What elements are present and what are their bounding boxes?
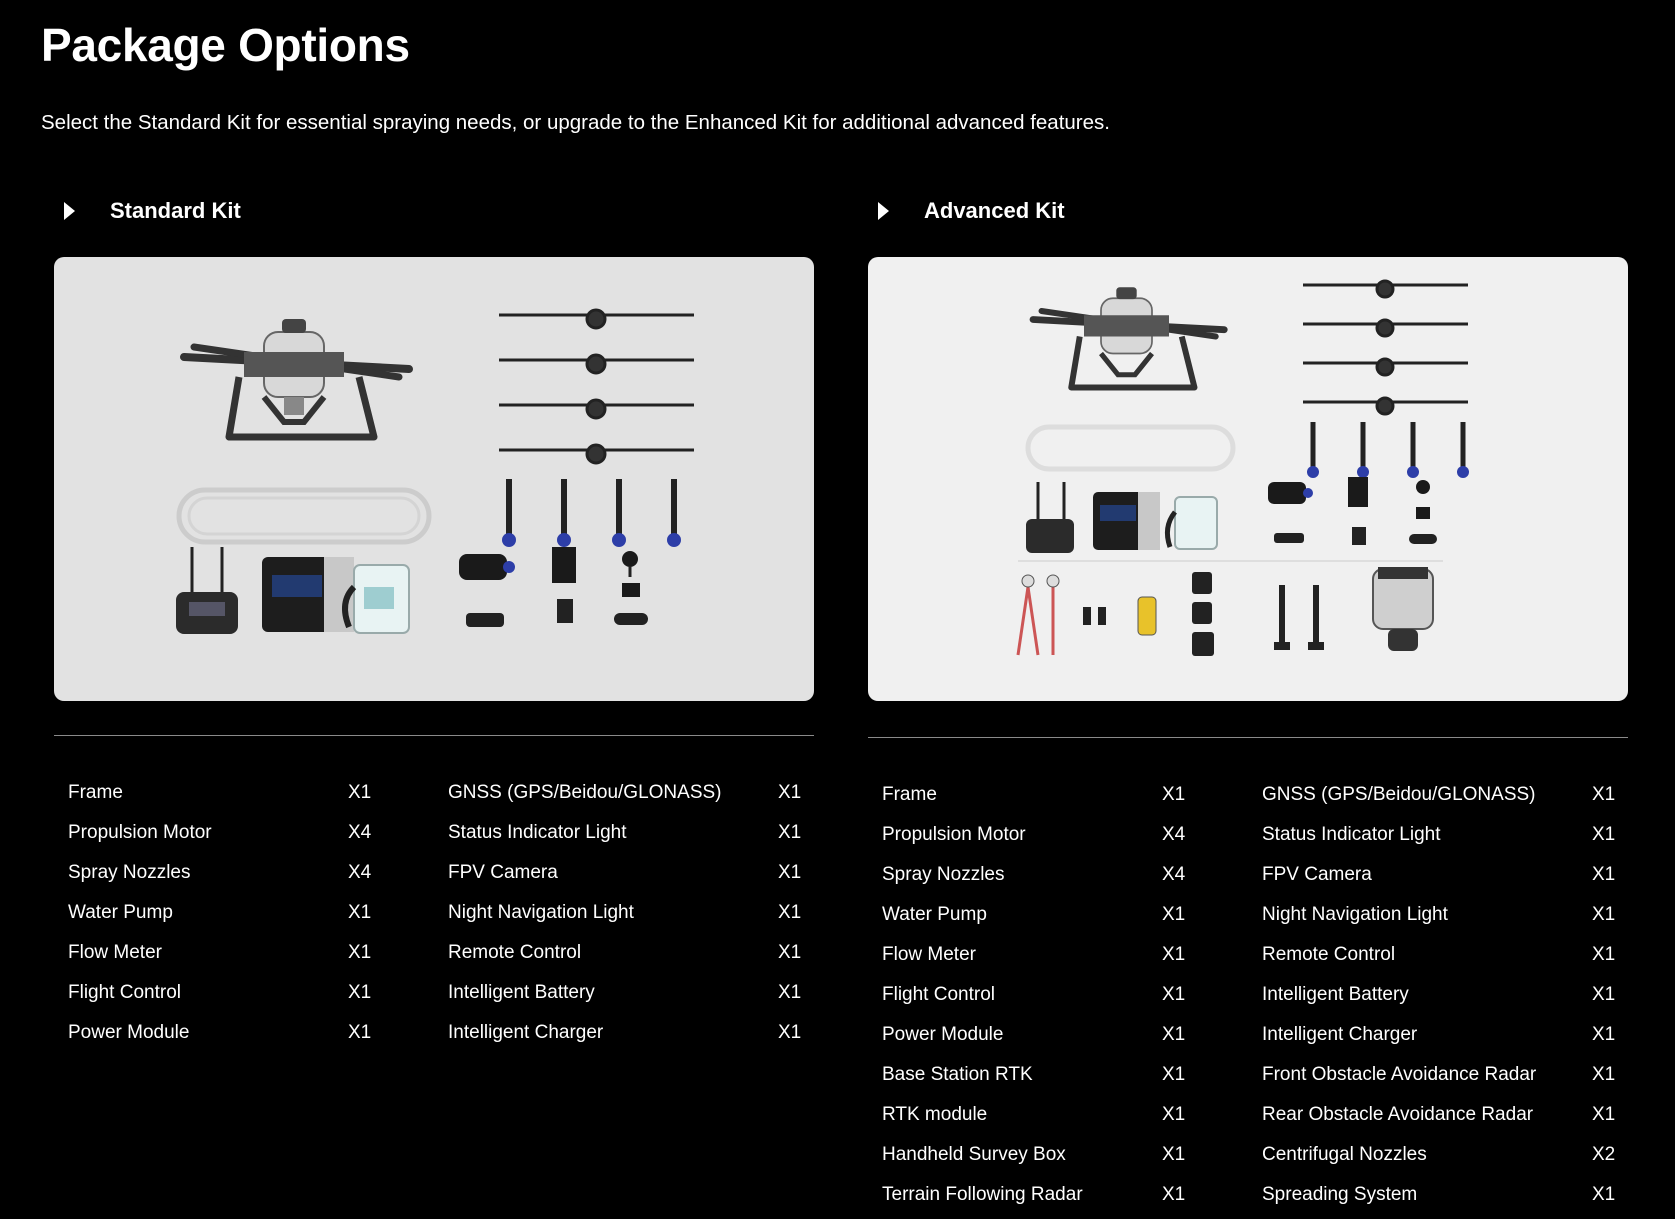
remote-control-illustration [176, 547, 238, 634]
component-name: Frame [68, 782, 123, 803]
caret-right-icon [64, 202, 75, 220]
component-qty: X1 [1162, 984, 1186, 1005]
component-qty: X1 [348, 942, 372, 963]
table-row [882, 1175, 1622, 1215]
component-qty: X1 [1162, 784, 1186, 805]
spreading-system-illustration [1373, 567, 1433, 651]
table-row [882, 855, 1622, 895]
component-qty: X2 [1592, 1144, 1616, 1165]
table-row [882, 935, 1622, 975]
component-name: Flow Meter [882, 944, 976, 965]
page-subtitle: Select the Standard Kit for essential spraying needs, or upgrade to the Enhanced Kit for additional advanced features. [41, 111, 1110, 134]
component-qty: X1 [778, 822, 802, 843]
component-qty: X1 [1592, 1104, 1616, 1125]
page-title: Package Options [41, 19, 410, 71]
survey-box-illustration [1138, 597, 1156, 635]
standard-kit-section [54, 195, 814, 1043]
component-name: Flow Meter [68, 942, 162, 963]
table-row [68, 933, 808, 973]
component-qty: X1 [1592, 1184, 1616, 1205]
rtk-module-illustration [1083, 607, 1106, 625]
flight-control-illustration [1348, 477, 1368, 545]
component-qty: X1 [1162, 1184, 1186, 1205]
component-name: Status Indicator Light [1262, 824, 1441, 845]
component-name: Intelligent Battery [448, 982, 595, 1003]
component-qty: X1 [778, 862, 802, 883]
component-qty: X1 [348, 782, 372, 803]
component-qty: X4 [1162, 864, 1186, 885]
component-qty: X1 [1592, 944, 1616, 965]
flight-control-illustration [552, 547, 576, 623]
component-name: Intelligent Battery [1262, 984, 1409, 1005]
component-name: Intelligent Charger [448, 1022, 604, 1043]
table-row [882, 1015, 1622, 1055]
component-qty: X4 [1162, 824, 1186, 845]
table-row [68, 853, 808, 893]
component-name: FPV Camera [1262, 864, 1372, 885]
component-name: Night Navigation Light [448, 902, 634, 923]
table-row [882, 775, 1622, 815]
charger-illustration [262, 557, 354, 632]
table-row [68, 893, 808, 933]
component-name: Remote Control [448, 942, 582, 963]
component-name: Water Pump [68, 902, 173, 923]
pump-illustration [459, 554, 515, 627]
charger-illustration [1093, 492, 1160, 550]
component-qty: X1 [778, 782, 802, 803]
table-row [882, 895, 1622, 935]
component-name: Propulsion Motor [68, 822, 212, 843]
component-qty: X1 [1592, 824, 1616, 845]
nozzles-illustration [502, 479, 681, 547]
component-qty: X1 [1592, 984, 1616, 1005]
table-row [68, 813, 808, 853]
standard-kit-image [54, 257, 814, 701]
component-qty: X1 [1592, 784, 1616, 805]
component-qty: X1 [1162, 904, 1186, 925]
pump-illustration [1268, 482, 1313, 543]
table-row [882, 815, 1622, 855]
component-name: Spray Nozzles [68, 862, 191, 883]
table-row [882, 1135, 1622, 1175]
component-name: Intelligent Charger [1262, 1024, 1418, 1045]
component-name: Flight Control [68, 982, 181, 1003]
component-name: GNSS (GPS/Beidou/GLONASS) [448, 782, 722, 803]
component-name: Flight Control [882, 984, 995, 1005]
component-qty: X1 [348, 982, 372, 1003]
standard-kit-header[interactable] [54, 195, 814, 227]
table-row [882, 1055, 1622, 1095]
component-qty: X1 [778, 902, 802, 923]
nozzles-illustration [1307, 422, 1469, 478]
component-name: Handheld Survey Box [882, 1144, 1066, 1165]
centrifugal-nozzles-illustration [1274, 585, 1324, 650]
advanced-kit-image [868, 257, 1628, 701]
component-name: Base Station RTK [882, 1064, 1033, 1085]
cable-illustration [179, 490, 429, 542]
component-name: Remote Control [1262, 944, 1396, 965]
component-name: Frame [882, 784, 937, 805]
component-name: Centrifugal Nozzles [1262, 1144, 1427, 1165]
component-name: Night Navigation Light [1262, 904, 1448, 925]
component-qty: X1 [348, 1022, 372, 1043]
component-name: Status Indicator Light [448, 822, 627, 843]
component-qty: X1 [1592, 1064, 1616, 1085]
propellers-illustration [1303, 281, 1468, 414]
cable-illustration [1028, 427, 1233, 469]
battery-illustration [345, 565, 409, 633]
component-qty: X1 [1592, 1024, 1616, 1045]
table-row [882, 975, 1622, 1015]
component-qty: X4 [348, 862, 372, 883]
advanced-kit-section [868, 195, 1628, 1205]
advanced-kit-divider [868, 737, 1628, 738]
drone-frame-illustration [184, 319, 409, 437]
component-name: Power Module [68, 1022, 190, 1043]
component-name: Front Obstacle Avoidance Radar [1262, 1064, 1537, 1085]
component-name: Spreading System [1262, 1184, 1418, 1205]
component-qty: X1 [1162, 944, 1186, 965]
component-qty: X1 [778, 982, 802, 1003]
obstacle-radar-illustration [1192, 572, 1214, 656]
table-row [68, 773, 808, 813]
component-name: Propulsion Motor [882, 824, 1026, 845]
component-qty: X1 [1592, 864, 1616, 885]
component-qty: X1 [1592, 904, 1616, 925]
component-qty: X4 [348, 822, 372, 843]
component-qty: X1 [1162, 1024, 1186, 1045]
component-qty: X1 [1162, 1064, 1186, 1085]
component-name: Spray Nozzles [882, 864, 1005, 885]
advanced-kit-components-table [882, 775, 1622, 1215]
propellers-illustration [499, 310, 694, 463]
component-qty: X1 [778, 942, 802, 963]
advanced-kit-header[interactable] [868, 195, 1628, 227]
component-qty: X1 [778, 1022, 802, 1043]
caret-right-icon [878, 202, 889, 220]
component-name: Power Module [882, 1024, 1004, 1045]
table-row [68, 973, 808, 1013]
battery-illustration [1167, 497, 1217, 549]
component-name: RTK module [882, 1104, 988, 1125]
base-station-illustration [1018, 575, 1059, 655]
table-row [68, 1013, 808, 1053]
component-qty: X1 [348, 902, 372, 923]
component-name: FPV Camera [448, 862, 558, 883]
advanced-kit-title: Advanced Kit [924, 198, 1065, 223]
drone-frame-illustration [1033, 287, 1224, 387]
component-name: Water Pump [882, 904, 987, 925]
component-qty: X1 [1162, 1144, 1186, 1165]
component-name: Terrain Following Radar [882, 1184, 1083, 1205]
standard-kit-title: Standard Kit [110, 198, 241, 223]
standard-kit-components-table [68, 773, 808, 1053]
remote-control-illustration [1026, 482, 1074, 553]
standard-kit-divider [54, 735, 814, 736]
component-name: Rear Obstacle Avoidance Radar [1262, 1104, 1534, 1125]
table-row [882, 1095, 1622, 1135]
component-qty: X1 [1162, 1104, 1186, 1125]
gnss-illustration [614, 551, 648, 625]
component-name: GNSS (GPS/Beidou/GLONASS) [1262, 784, 1536, 805]
gnss-illustration [1409, 480, 1437, 544]
